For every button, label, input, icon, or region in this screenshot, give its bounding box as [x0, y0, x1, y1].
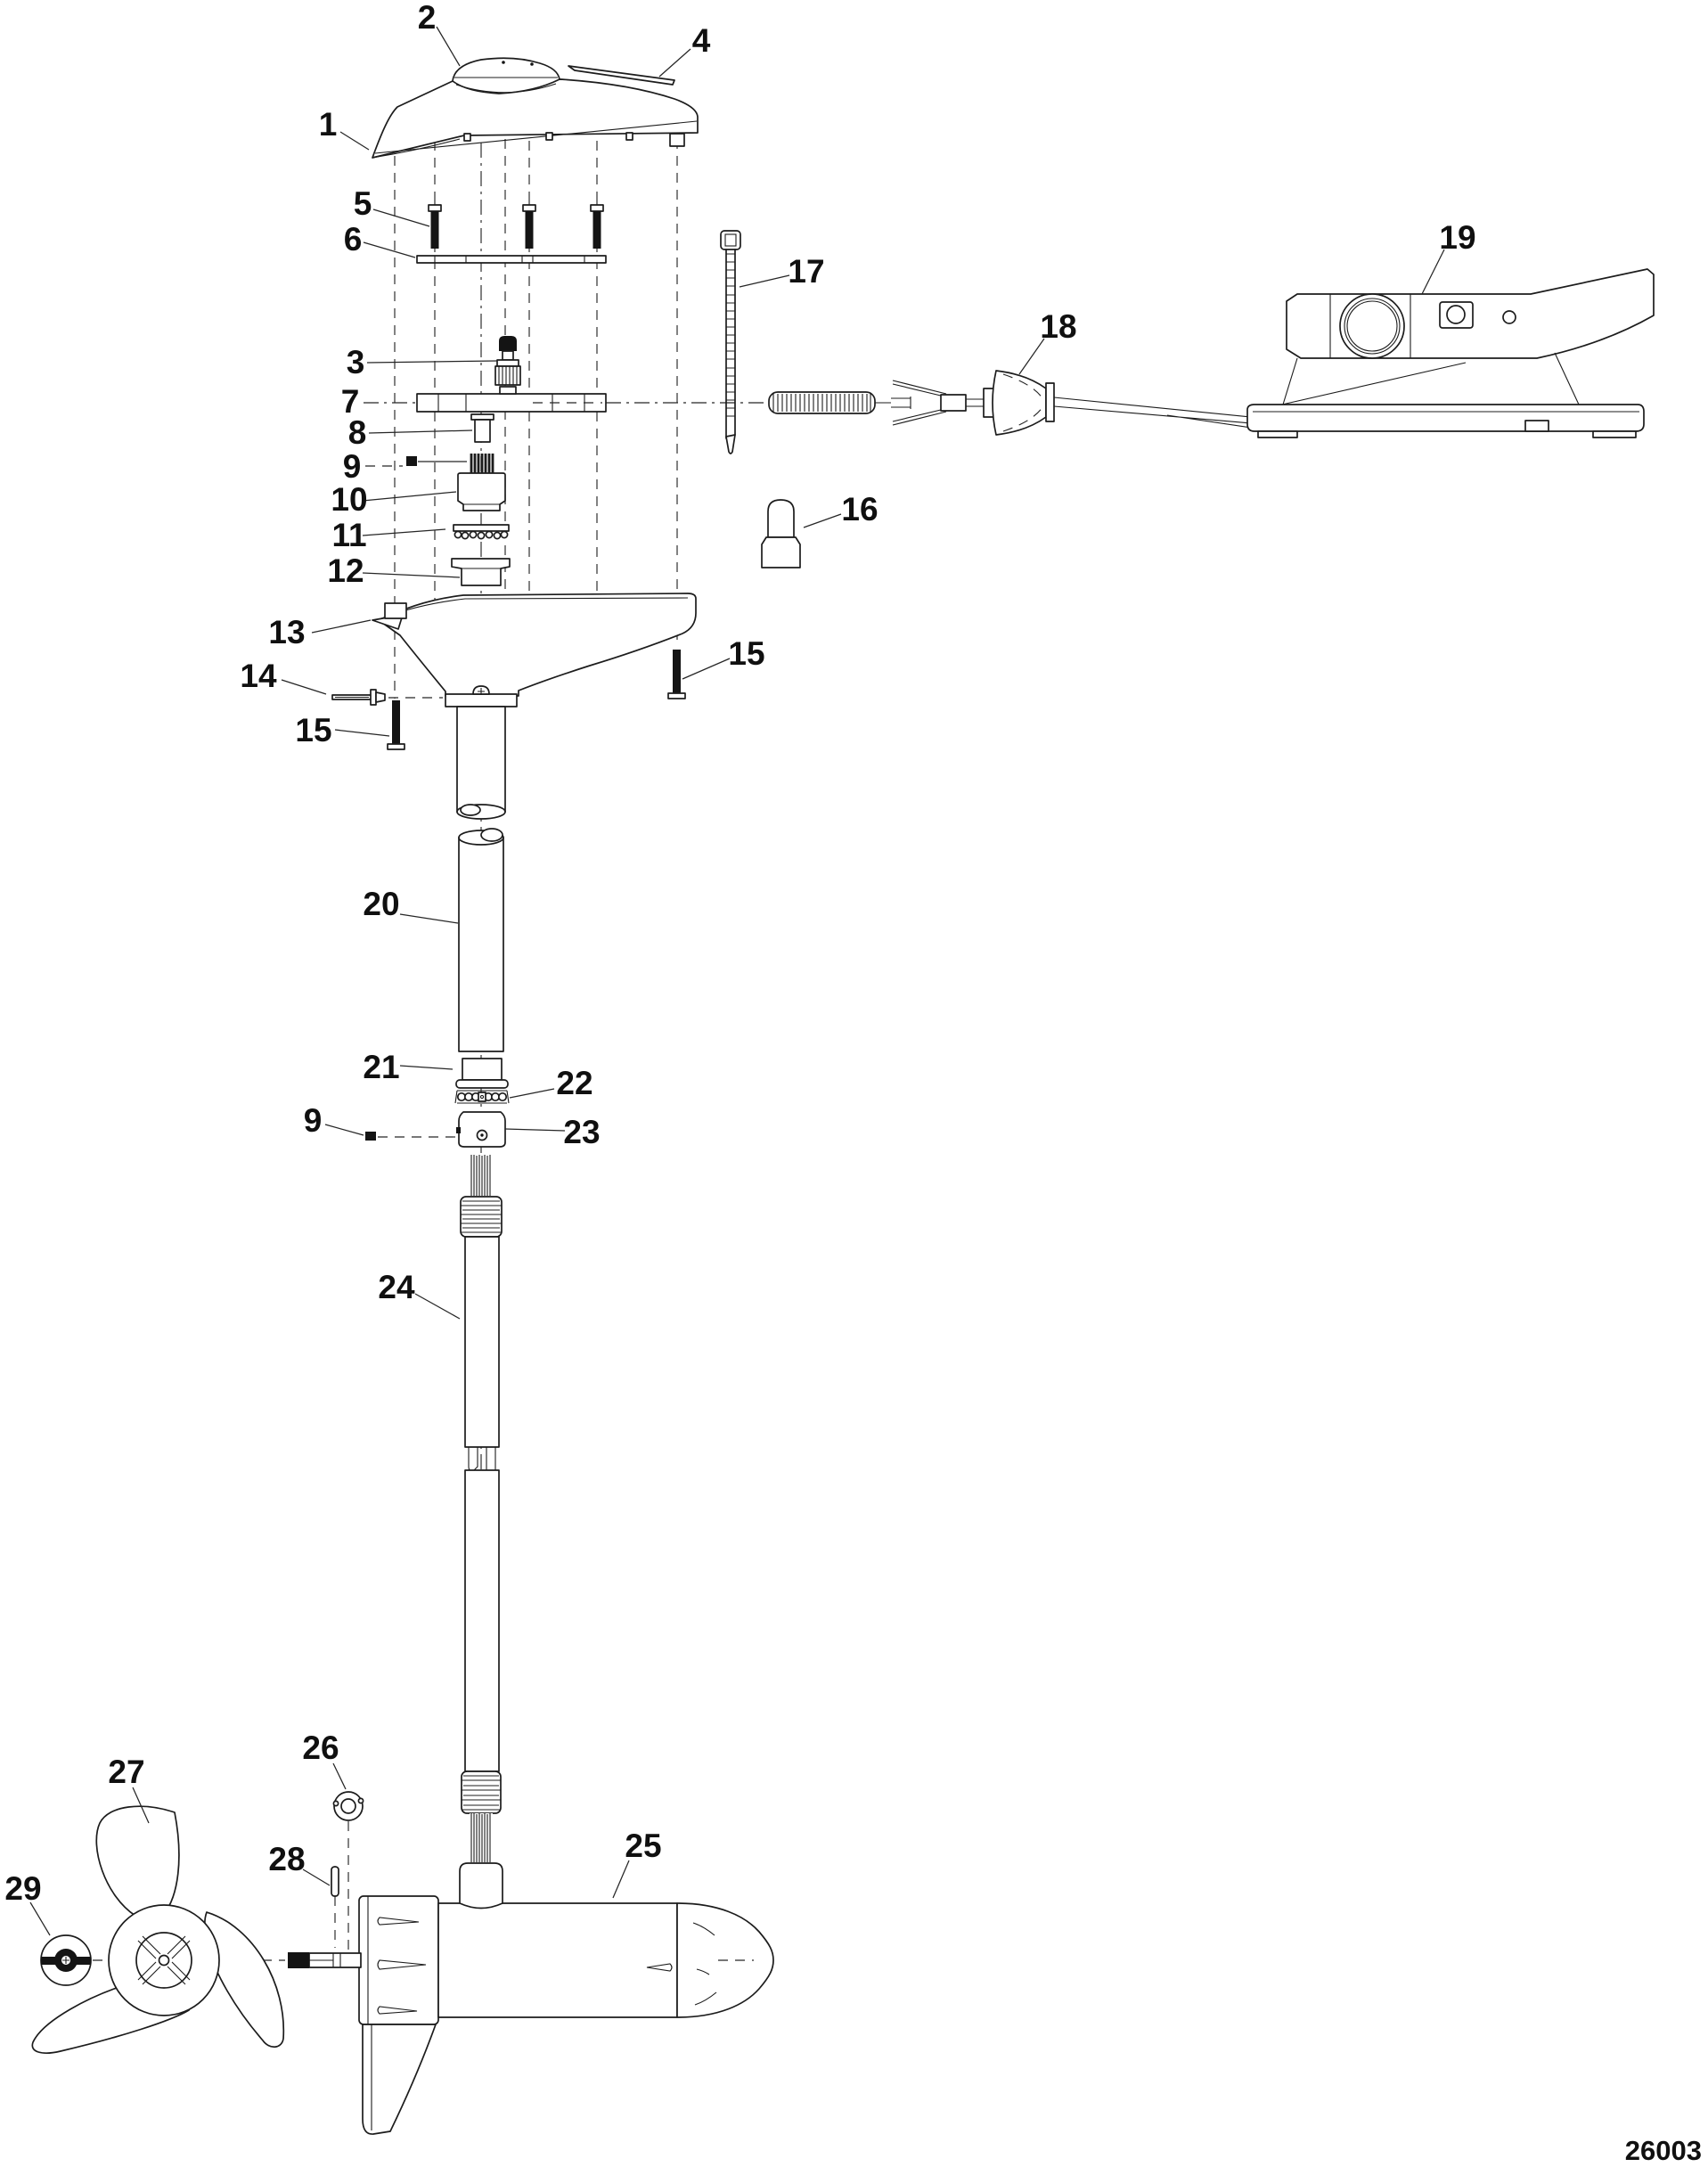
part-26-prop-washer	[333, 1792, 363, 1820]
callout-27: 27	[108, 1754, 145, 1790]
callout-5: 5	[353, 185, 372, 222]
callout-20: 20	[363, 886, 400, 922]
callout-29: 29	[4, 1870, 42, 1907]
callout-7: 7	[340, 383, 360, 420]
part-24-lower-shaft	[461, 1153, 502, 1863]
callout-labels	[4, 0, 1475, 1907]
callout-23: 23	[563, 1114, 601, 1150]
callout-8: 8	[347, 414, 367, 451]
callout-2: 2	[417, 0, 437, 36]
callout-28: 28	[268, 1841, 306, 1877]
part-14-pin	[332, 690, 385, 705]
part-9-set-screw	[406, 456, 417, 466]
callout-19: 19	[1439, 219, 1476, 256]
part-29-prop-nut	[41, 1935, 91, 1985]
callout-9a: 9	[342, 448, 362, 485]
callout-17: 17	[788, 253, 825, 290]
part-6-mount-plate	[417, 256, 606, 263]
callout-22: 22	[556, 1065, 593, 1101]
callout-25: 25	[625, 1828, 662, 1864]
callout-3: 3	[346, 344, 365, 380]
part-15-screw-left	[388, 700, 405, 749]
drawing-number: 26003	[1624, 2135, 1702, 2166]
callout-14: 14	[240, 658, 277, 694]
part-25-motor-housing	[359, 1863, 773, 2134]
part-22-bearing-ring	[455, 1091, 509, 1103]
part-21-shaft-collar	[456, 1059, 508, 1088]
part-19-foot-pedal	[1247, 269, 1654, 437]
part-18-cable-spring-boot	[769, 371, 1251, 435]
callout-26: 26	[302, 1730, 339, 1766]
part-5-screws	[429, 201, 603, 249]
callout-10: 10	[331, 481, 368, 518]
part-7-mount-bracket	[417, 387, 606, 412]
part-16-switch-boot	[762, 500, 800, 568]
callout-9b: 9	[303, 1102, 323, 1139]
callout-21: 21	[363, 1049, 400, 1085]
part-23-connector-block	[456, 1112, 505, 1147]
part-20-upper-shaft-tube	[459, 829, 503, 1051]
callout-12: 12	[327, 552, 364, 589]
part-17-cable-tie	[721, 231, 740, 454]
callout-4: 4	[691, 22, 711, 59]
callout-18: 18	[1040, 308, 1077, 345]
leader-lines	[30, 27, 1444, 1935]
part-27-propeller	[32, 1806, 283, 2053]
part-8-bushing	[471, 414, 494, 442]
part-28-drive-pin	[331, 1867, 339, 1896]
part-12-flanged-bushing	[452, 559, 510, 585]
part-1-head-cover	[372, 79, 698, 158]
propeller-shaft	[288, 1952, 361, 1968]
part-13-lower-housing	[372, 593, 696, 819]
part-3-steering-bolt	[495, 336, 520, 385]
callout-11: 11	[331, 517, 367, 553]
part-15-screw-right	[668, 650, 685, 699]
callout-24: 24	[378, 1269, 415, 1305]
callout-16: 16	[841, 491, 879, 527]
part-11-wave-washer	[454, 525, 509, 539]
callout-13: 13	[268, 614, 306, 650]
callout-15a: 15	[295, 712, 332, 748]
part-9-set-screw-lower	[365, 1132, 376, 1141]
callout-1: 1	[318, 106, 338, 143]
callout-15b: 15	[728, 635, 765, 672]
callout-6: 6	[343, 221, 363, 258]
